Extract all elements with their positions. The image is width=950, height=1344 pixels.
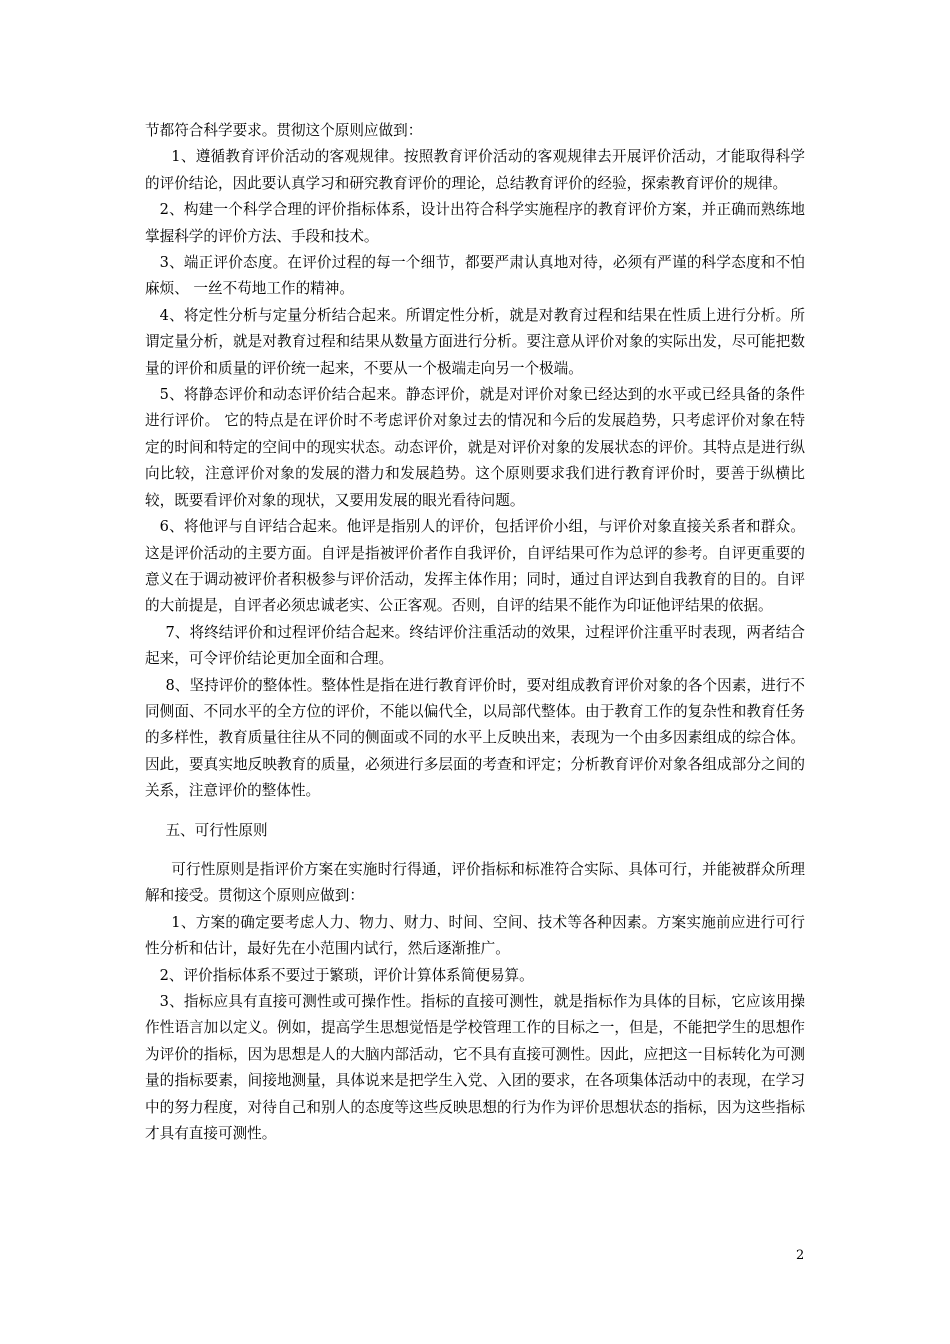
paragraph: 1、方案的确定要考虑人力、物力、财力、时间、空间、技术等各种因素。方案实施前应进行可行性分析和估计，最好先在小范围内试行，然后逐渐推广。 (145, 913, 805, 958)
paragraph: 可行性原则是指评价方案在实施时行得通，评价指标和标准符合实际、具体可行，并能被群众所理解和接受。贯彻这个原则应做到： (145, 860, 805, 905)
document-body (145, 118, 805, 1147)
section-heading: 五、可行性原则 (165, 821, 268, 839)
paragraph: 3、指标应具有直接可测性或可操作性。指标的直接可测性，就是指标作为具体的目标，它应该用操作性语言加以定义。例如，提高学生思想觉悟是学校管理工作的目标之一，但是，不能把学生的思想作为评价的指标，因为思想是人的大脑内部活动，它不具有直接可测性。因此，应把这一目标转化为可测量的指标要素，间接地测量，具体说来是把学生入党、入团的要求，在各项集体活动中的表现，在学习中的努力程度，对待自己和别人的态度等这些反映思想的行为作为评价思想状态的指标，因为这些指标才具有直接可测性。 (145, 993, 805, 1143)
paragraph: 5、将静态评价和动态评价结合起来。静态评价，就是对评价对象已经达到的水平或已经具备的条件进行评价。 它的特点是在评价时不考虑评价对象过去的情况和今后的发展趋势，只考虑评价对象在特定的时间和特定的空间中的现实状态。动态评价，就是对评价对象的发展状态的评价。其特点是进行纵向比较，注意评价对象的发展的潜力和发展趋势。这个原则要求我们进行教育评价时，要善于纵横比较，既要看评价对象的现状，又要用发展的眼光看待问题。 (145, 386, 805, 509)
paragraph: 7、将终结评价和过程评价结合起来。终结评价注重活动的效果，过程评价注重平时表现，两者结合起来，可令评价结论更加全面和合理。 (145, 623, 805, 668)
paragraph: 2、评价指标体系不要过于繁琐，评价计算体系简便易算。 (159, 966, 534, 984)
page-number: 2 (796, 1248, 805, 1263)
paragraph: 6、将他评与自评结合起来。他评是指别人的评价，包括评价小组，与评价对象直接关系者和群众。这是评价活动的主要方面。自评是指被评价者作自我评价，自评结果可作为总评的参考。自评更重要的意义在于调动被评价者积极参与评价活动，发挥主体作用；同时，通过自评达到自我教育的目的。自评的大前提是，自评者必须忠诚老实、公正客观。否则，自评的结果不能作为印证他评结果的依据。 (145, 518, 805, 615)
paragraph: 8、坚持评价的整体性。整体性是指在进行教育评价时，要对组成教育评价对象的各个因素，进行不同侧面、不同水平的全方位的评价，不能以偏代全，以局部代整体。由于教育工作的复杂性和教育任务的多样性，教育质量往往从不同的侧面或不同的水平上反映出来，表现为一个由多因素组成的综合体。因此，要真实地反映教育的质量，必须进行多层面的考查和评定；分析教育评价对象各组成部分之间的关系，注意评价的整体性。 (145, 676, 805, 800)
paragraph: 1、遵循教育评价活动的客观规律。按照教育评价活动的客观规律去开展评价活动，才能取得科学的评价结论，因此要认真学习和研究教育评价的理论，总结教育评价的经验，探索教育评价的规律。 (145, 148, 805, 192)
paragraph: 4、将定性分析与定量分析结合起来。所谓定性分析，就是对教育过程和结果在性质上进行分析。所谓定量分析，就是对教育过程和结果从数量方面进行分析。要注意从评价对象的实际出发，尽可能把数量的评价和质量的评价统一起来，不要从一个极端走向另一个极端。 (145, 306, 805, 377)
paragraph: 节都符合科学要求。贯彻这个原则应做到： (145, 122, 423, 139)
paragraph: 2、构建一个科学合理的评价指标体系，设计出符合科学实施程序的教育评价方案，并正确而熟练地掌握科学的评价方法、手段和技术。 (145, 201, 805, 245)
paragraph: 3、端正评价态度。在评价过程的每一个细节，都要严肃认真地对待，必须有严谨的科学态度和不怕麻烦、 一丝不苟地工作的精神。 (145, 254, 805, 298)
